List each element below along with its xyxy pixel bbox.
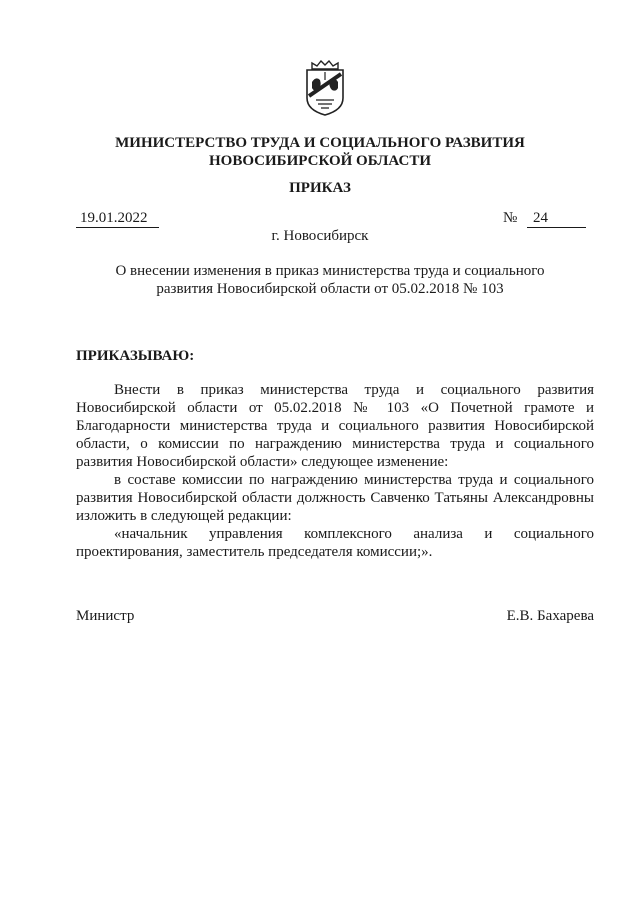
body-line: в составе комиссии по награждению министерства труда и социального — [114, 472, 594, 488]
body-line: «начальник управления комплексного анализа и социального — [114, 526, 594, 542]
body-line: области, о комиссии по награждению министерства труда и социального — [76, 436, 594, 452]
subject-line-1: О внесении изменения в приказ министерства труда и социального — [115, 263, 545, 279]
novosibirsk-coat-of-arms-icon — [304, 60, 346, 116]
body-line: развития Новосибирской области» следующее изменение: — [76, 454, 449, 470]
order-number: 24 — [527, 210, 586, 228]
city: г. Новосибирск — [271, 228, 369, 244]
subject-line-2: развития Новосибирской области от 05.02.2018 № 103 — [156, 281, 504, 297]
order-subject — [110, 262, 550, 298]
number-sign: № — [503, 210, 518, 226]
document-type: ПРИКАЗ — [289, 180, 351, 196]
body-line: Новосибирской области от 05.02.2018 № 103 «О Почетной грамоте и — [76, 400, 594, 416]
order-body — [76, 381, 594, 561]
signer-name: Е.В. Бахарева — [506, 608, 594, 624]
ministry-line-2: НОВОСИБИРСКОЙ ОБЛАСТИ — [208, 153, 432, 169]
ministry-line-1: МИНИСТЕРСТВО ТРУДА И СОЦИАЛЬНОГО РАЗВИТИЯ — [115, 135, 525, 151]
body-line: изложить в следующей редакции: — [76, 508, 292, 524]
body-line: Внести в приказ министерства труда и социального развития — [114, 382, 594, 398]
signer-title: Министр — [76, 608, 135, 624]
body-line: проектирования, заместитель председателя комиссии;». — [76, 544, 433, 560]
ministry-name — [0, 134, 640, 170]
order-date: 19.01.2022 — [76, 210, 159, 228]
body-line: Благодарности министерства труда и социального развития Новосибирской — [76, 418, 594, 434]
decree-heading: ПРИКАЗЫВАЮ: — [76, 348, 195, 364]
body-line: развития Новосибирской области должность Савченко Татьяны Александровны — [76, 490, 594, 506]
